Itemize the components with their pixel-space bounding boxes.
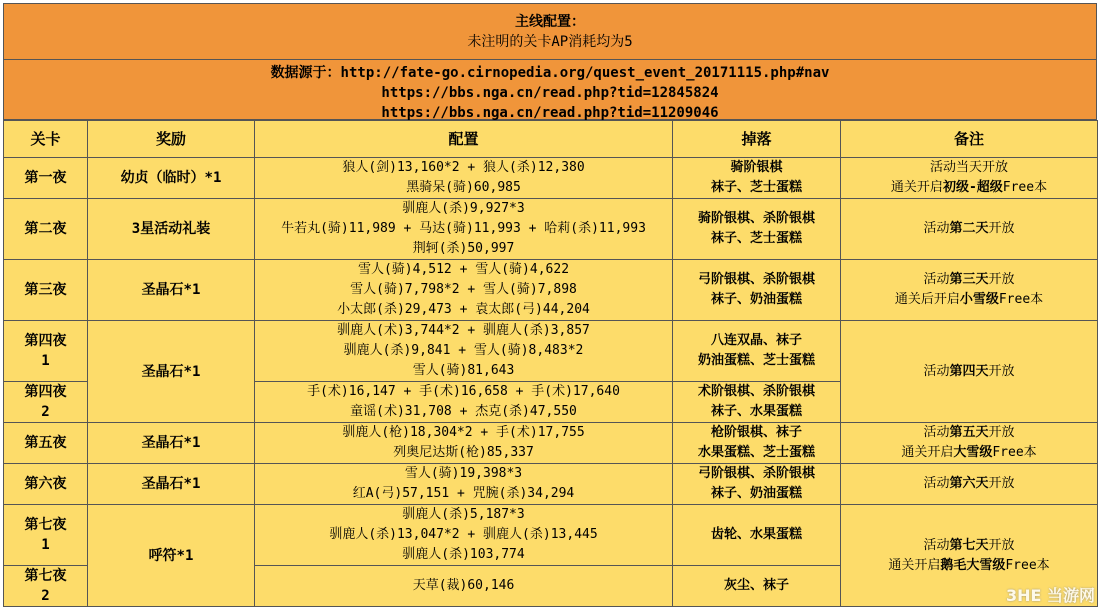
reward-cell: 圣晶石*1 [88,321,255,423]
drop-line: 灰尘、袜子 [723,578,789,593]
header-row [4,121,1098,158]
config-line: 手(术)16,147 + 手(术)16,658 + 手(术)17,640 [307,384,620,399]
drop-line: 枪阶银棋、袜子 [710,425,802,440]
drops-cell [673,423,841,464]
config-cell [255,566,673,607]
source-link-2[interactable]: https://bbs.nga.cn/read.php?tid=11209046 [381,105,719,121]
table-row [4,464,1098,505]
drop-line: 水果蛋糕、芝士蛋糕 [697,445,815,460]
note-text: 开放 [988,537,1015,553]
note-highlight: 第七天 [949,537,989,553]
note-text: 活动 [923,425,950,440]
note-highlight: 初级-超级 [942,180,1003,195]
config-cell [255,321,673,382]
note-text: 开放 [988,272,1015,287]
note-cell [841,158,1098,199]
stage-cell [4,566,88,607]
reward-cell: 圣晶石*1 [88,260,255,321]
source-banner [3,60,1097,120]
drop-line: 八连双晶、袜子 [710,333,802,348]
config-line: 天草(裁)60,146 [412,578,515,593]
note-text: Free本 [992,445,1037,460]
note-text: 活动 [923,363,950,379]
note-highlight: 鹅毛大雪级 [940,557,1006,573]
note-highlight: 小雪级 [959,292,999,307]
column-header-reward: 奖励 [88,121,255,158]
stage-part: 2 [41,588,50,604]
note-line [841,536,1097,556]
config-cell [255,382,673,423]
config-line: 雪人(骑)7,798*2 + 雪人(骑)7,898 [350,282,577,297]
table-row [4,158,1098,199]
stage-cell [4,505,88,566]
drop-line: 弓阶银棋、杀阶银棋 [697,466,815,481]
note-line [841,178,1097,198]
config-line: 驯鹿人(杀)9,841 + 雪人(骑)8,483*2 [343,343,584,358]
drops-cell [673,321,841,382]
reward-cell: 圣晶石*1 [88,423,255,464]
drops-cell [673,464,841,505]
stage-cell: 第五夜 [4,423,88,464]
config-line: 雪人(骑)81,643 [412,363,515,378]
drop-line: 术阶银棋、杀阶银棋 [697,384,815,399]
note-line [841,362,1097,382]
source-link-1[interactable]: https://bbs.nga.cn/read.php?tid=12845824 [381,85,719,101]
note-text: 活动 [923,476,950,491]
stage-cell: 第三夜 [4,260,88,321]
drops-cell [673,199,841,260]
config-line: 驯鹿人(杀)5,187*3 [402,507,525,522]
stage-cell [4,382,88,423]
config-cell [255,423,673,464]
config-line: 驯鹿人(杀)9,927*3 [402,201,525,216]
note-cell [841,464,1098,505]
stage-name: 第七夜 [24,517,67,533]
config-cell [255,464,673,505]
note-text: 活动 [923,272,950,287]
note-text: 通关开启 [890,180,943,195]
config-line: 驯鹿人(杀)13,047*2 + 驯鹿人(杀)13,445 [329,527,598,542]
stage-name: 第四夜 [24,333,67,349]
note-line: 活动当天开放 [929,160,1008,175]
note-text: 开放 [988,476,1015,491]
config-line: 驯鹿人(杀)103,774 [402,547,525,562]
config-cell [255,158,673,199]
drop-line: 袜子、水果蛋糕 [710,404,802,419]
reward-cell: 圣晶石*1 [88,464,255,505]
note-line [841,290,1097,310]
stage-cell: 第六夜 [4,464,88,505]
config-line: 雪人(骑)19,398*3 [404,466,523,481]
table-row [4,199,1098,260]
column-header-drops: 掉落 [673,121,841,158]
note-highlight: 第三天 [949,272,989,287]
note-highlight: 第四天 [949,363,989,379]
drops-cell [673,505,841,566]
note-line [841,556,1097,576]
note-text: 通关开启 [901,445,954,460]
reward-cell: 3星活动礼装 [88,199,255,260]
config-line: 驯鹿人(术)3,744*2 + 驯鹿人(杀)3,857 [337,323,590,338]
reward-cell: 呼符*1 [88,505,255,607]
config-line: 雪人(骑)4,512 + 雪人(骑)4,622 [357,262,570,277]
note-cell [841,321,1098,423]
stage-cell [4,321,88,382]
drop-line: 骑阶银棋 [730,160,783,175]
table-row [4,321,1098,382]
note-highlight: 第二天 [949,221,989,236]
note-text: 通关开启 [888,557,941,573]
note-cell [841,199,1098,260]
drop-line: 弓阶银棋、杀阶银棋 [697,272,815,287]
note-text: 开放 [988,425,1015,440]
note-text: Free本 [998,292,1044,307]
stage-part: 1 [41,353,50,369]
quest-table [3,120,1098,607]
stage-part: 1 [41,537,50,553]
note-text: 开放 [988,221,1015,236]
note-text: Free本 [1005,557,1050,573]
note-line [841,270,1097,290]
reward-cell: 幼贞（临时）*1 [88,158,255,199]
config-line: 童谣(术)31,708 + 杰克(杀)47,550 [350,404,577,419]
drop-line: 袜子、芝士蛋糕 [710,231,802,246]
drop-line: 骑阶银棋、杀阶银棋 [697,211,815,226]
drop-line: 袜子、奶油蛋糕 [710,486,802,501]
column-header-stage: 关卡 [4,121,88,158]
config-line: 小太郎(杀)29,473 + 袁太郎(弓)44,204 [337,302,590,317]
stage-cell: 第一夜 [4,158,88,199]
stage-part: 2 [41,404,50,420]
drop-line: 袜子、奶油蛋糕 [710,292,802,307]
watermark-logo: 3HE 当游网 [1005,586,1095,605]
config-line: 列奥尼达斯(枪)85,337 [393,445,534,460]
note-line [841,474,1097,494]
config-cell [255,505,673,566]
column-header-config: 配置 [255,121,673,158]
config-line: 牛若丸(骑)11,989 + 马达(骑)11,993 + 哈莉(杀)11,993 [281,221,646,236]
note-highlight: 第五天 [949,425,989,440]
note-text: 通关后开启 [894,292,960,307]
spreadsheet [3,3,1097,607]
title-banner [3,3,1097,60]
drop-line: 齿轮、水果蛋糕 [710,527,802,542]
drops-cell [673,158,841,199]
note-text: Free本 [1002,180,1048,195]
note-line [841,423,1097,443]
stage-name: 第七夜 [24,568,67,584]
note-line [841,443,1097,463]
stage-name: 第四夜 [24,384,67,400]
sheet-title: 主线配置： [515,14,585,30]
drop-line: 袜子、芝士蛋糕 [710,180,802,195]
config-line: 驯鹿人(枪)18,304*2 + 手(术)17,755 [342,425,585,440]
config-cell [255,260,673,321]
note-highlight: 大雪级 [953,445,993,460]
note-cell [841,260,1098,321]
note-highlight: 第六天 [949,476,989,491]
drops-cell [673,260,841,321]
note-text: 活动 [923,221,950,236]
note-cell [841,423,1098,464]
config-line: 狼人(剑)13,160*2 + 狼人(杀)12,380 [342,160,585,175]
table-row [4,423,1098,464]
column-header-note: 备注 [841,121,1098,158]
config-line: 荆轲(杀)50,997 [412,241,515,256]
source-line: 数据源于：http://fate-go.cirnopedia.org/quest_event_20171115.php#nav [270,65,830,81]
table-row [4,260,1098,321]
drops-cell [673,566,841,607]
note-text: 活动 [923,537,950,553]
note-line [841,219,1097,239]
sheet-subtitle: 未注明的关卡AP消耗均为5 [467,34,633,50]
note-text: 开放 [988,363,1015,379]
config-line: 红A(弓)57,151 + 咒腕(杀)34,294 [352,486,575,501]
table-row [4,505,1098,566]
stage-cell: 第二夜 [4,199,88,260]
config-cell [255,199,673,260]
drops-cell [673,382,841,423]
config-line: 黑骑呆(骑)60,985 [406,180,521,195]
drop-line: 奶油蛋糕、芝士蛋糕 [697,353,815,368]
